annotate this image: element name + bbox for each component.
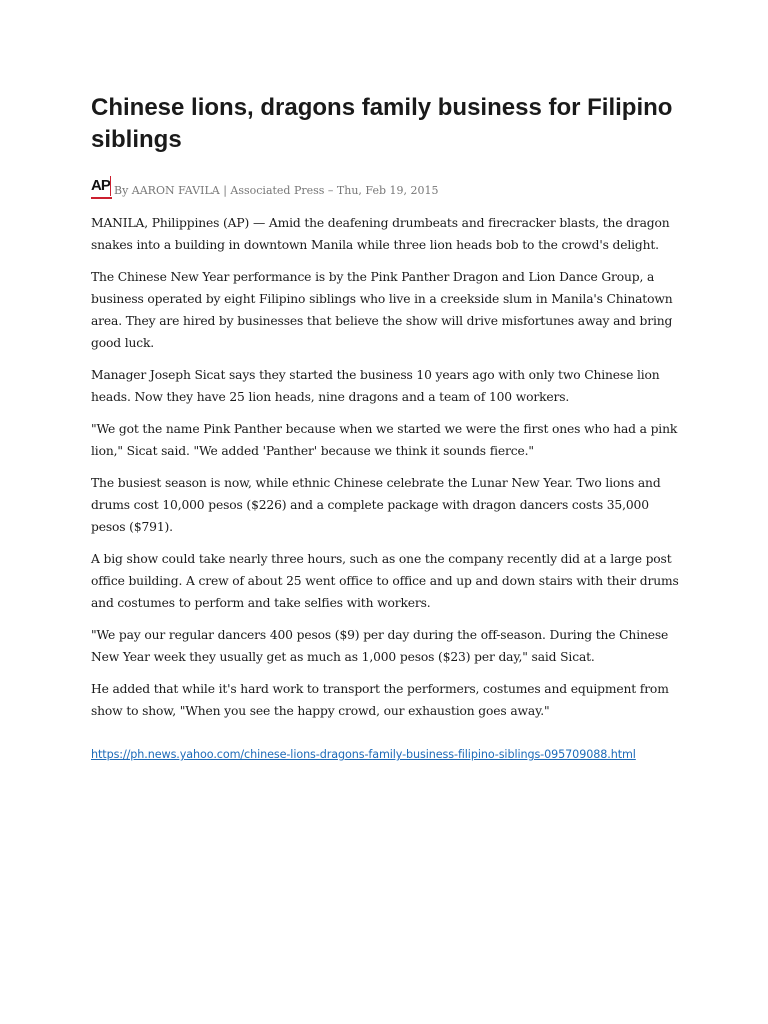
ap-logo-accent-bar	[91, 197, 112, 199]
paragraph-2: The Chinese New Year performance is by the Pink Panther Dragon and Lion Dance Group, a business operated by eight Filipino siblings who live in a creekside slum in Manila's Chinatown area. They are hired by businesses that believe the show will drive misfortunes away and bring good luck.	[91, 270, 673, 350]
source-link[interactable]: https://ph.news.yahoo.com/chinese-lions-dragons-family-business-filipino-siblings-095709088.html	[91, 748, 636, 761]
paragraph-4: "We got the name Pink Panther because when we started we were the first ones who had a pink lion," Sicat said. "We added 'Panther' because we think it sounds fierce."	[91, 422, 678, 458]
byline-row	[91, 174, 681, 200]
paragraph-1: MANILA, Philippines (AP) — Amid the deafening drumbeats and firecracker blasts, the dragon snakes into a building in downtown Manila while three lion heads bob to the crowd's delight.	[91, 216, 670, 252]
article-headline: Chinese lions, dragons family business for Filipino siblings	[91, 94, 673, 153]
ap-logo-accent-tick	[110, 176, 111, 196]
paragraph-6: A big show could take nearly three hours, such as one the company recently did at a large post office building. A crew of about 25 went office to office and up and down stairs with their drums and costumes to perform and take selfies with workers.	[91, 552, 679, 610]
article-body	[91, 212, 681, 722]
article	[91, 92, 681, 763]
paragraph-7: "We pay our regular dancers 400 pesos ($9) per day during the off-season. During the Chinese New Year week they usually get as much as 1,000 pesos ($23) per day," said Sicat.	[91, 628, 669, 664]
byline: By AARON FAVILA | Associated Press – Thu, Feb 19, 2015	[114, 184, 439, 197]
paragraph-5: The busiest season is now, while ethnic Chinese celebrate the Lunar New Year. Two lions and drums cost 10,000 pesos ($226) and a complete package with dragon dancers costs 35,000 pesos ($791).	[91, 476, 661, 534]
paragraph-3: Manager Joseph Sicat says they started the business 10 years ago with only two Chinese lion heads. Now they have 25 lion heads, nine dragons and a team of 100 workers.	[91, 368, 660, 404]
ap-logo-text: AP	[91, 177, 110, 194]
paragraph-8: He added that while it's hard work to transport the performers, costumes and equipment from show to show, "When you see the happy crowd, our exhaustion goes away."	[91, 682, 669, 718]
ap-logo	[91, 176, 112, 200]
